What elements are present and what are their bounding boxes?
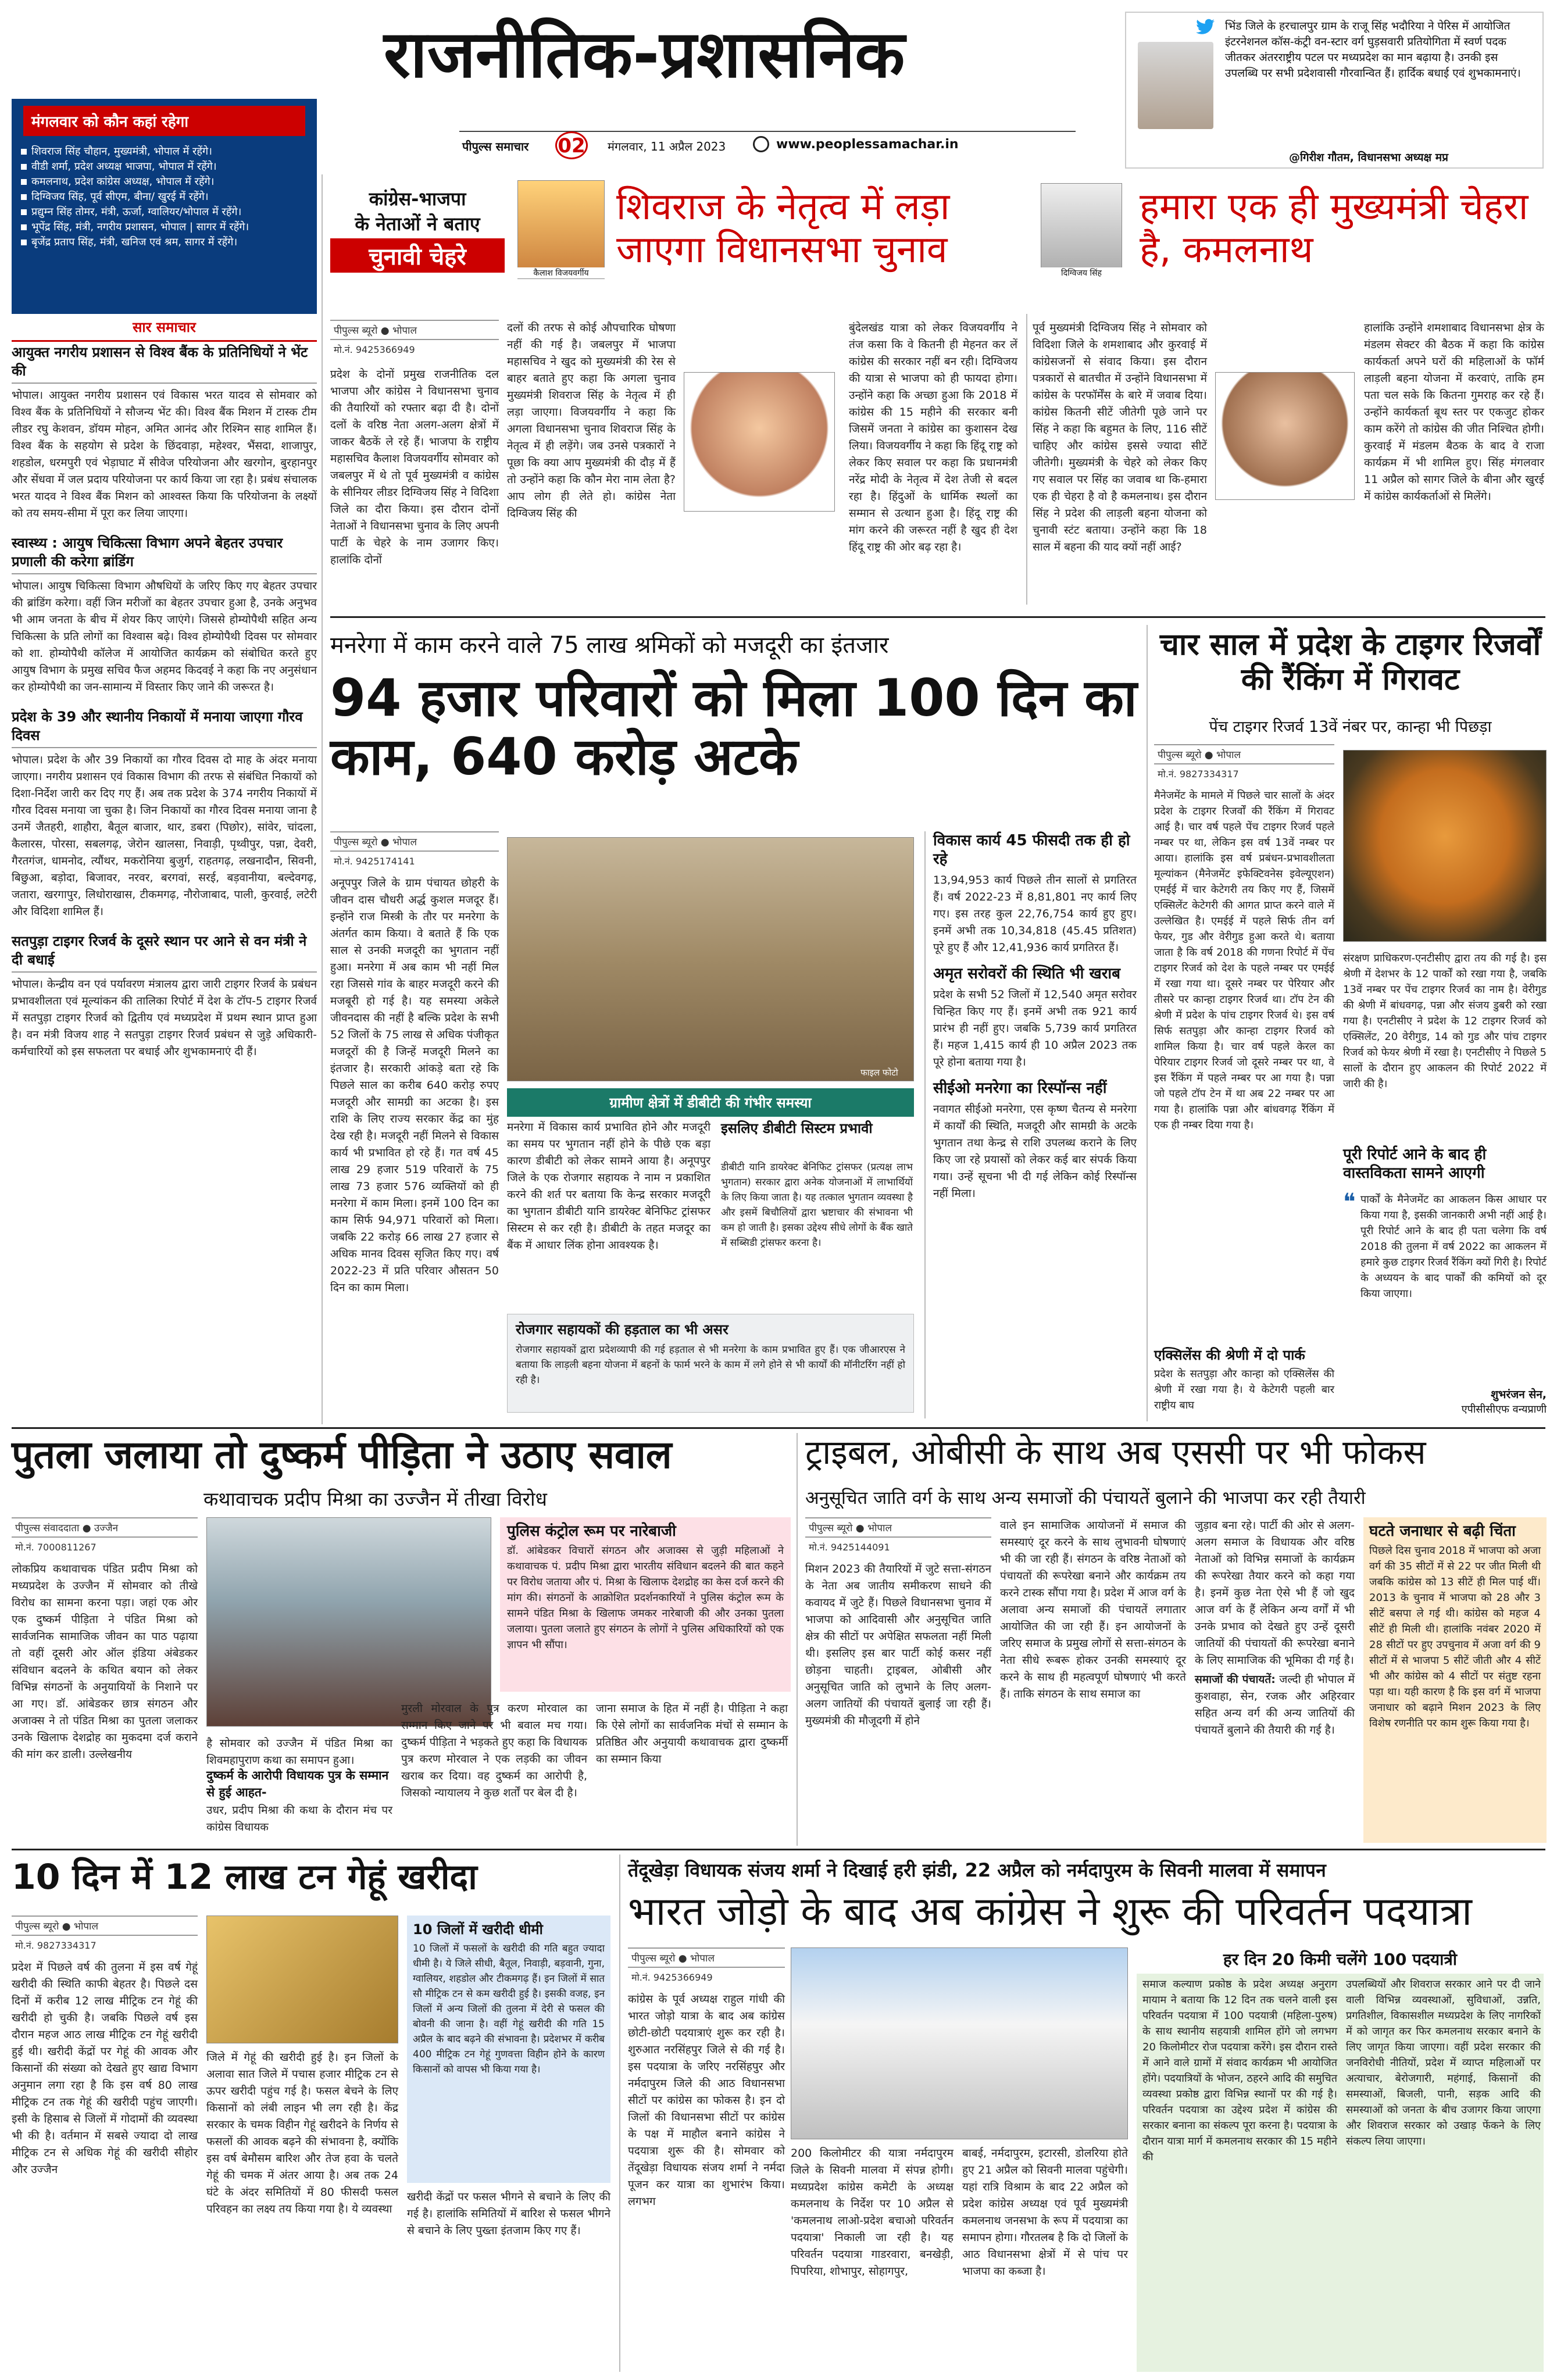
- article-column: मिशन 2023 की तैयारियों में जुटे सत्ता-संगठन के नेता अब जातीय समीकरण साधने की कवायद में जुटे हैं। पिछले विधानसभा चुनाव में भाजपा को आदिवासी और अनुसूचित जाति क्षेत्र की सीटों पर अपेक्षित सफलता नहीं मिली थी। इसलिए इस बार पार्टी कोई कसर नहीं छोड़ना चाहती। ट्राइबल, ओबीसी और अनुसूचित जाति को लुभाने के लिए अलग-अलग जातियों की पंचायतें बुलाई जा रही हैं। मुख्यमंत्री की मौजूदगी में होने: [805, 1563, 991, 1727]
- byline: [12, 1916, 198, 1936]
- article-column: वाले इन सामाजिक आयोजनों में समाज की समस्याएं दूर करने के साथ लुभावनी घोषणाएं भी की जा रही हैं। संगठन के वरिष्ठ नेताओं को पंचायतों की रूपरेखा बनाने और कार्यक्रम तय करने टास्क सौंपा गया है। प्रदेश में आज वर्ग के अलावा अन्य समाजों की पंचायतें लगातार आयोजित की जा रही हैं। इन आयोजनों के जरिए समाज के प्रमुख लोगों से सत्ता-संगठन के नेता सीधे रूबरू होकर उनकी समस्याएं दूर करने के साथ ही महत्वपूर्ण घोषणाएं भी करते हैं। ताकि संगठन के साथ समाज का: [1000, 1519, 1186, 1700]
- quote-icon: ❝: [1343, 1189, 1356, 1216]
- schedule-box: [12, 99, 317, 314]
- quote-role: एपीसीसीएफ वन्यप्राणी: [1461, 1403, 1547, 1416]
- side-text: 10 जिलों में फसलों के खरीदी की गति बहुत ज्यादा धीमी है। ये जिले सीधी, बैतूल, निवाड़ी, बड़वानी, गुना, ग्वालियर, शहडोल और टीकमगढ़ हैं। इन जिलों में सात सौ मीट्रिक टन से कम खरीदी हुई है। इसकी वजह, इन जिलों में अन्य जिलों की तुलना में देरी से फसल की बोवनी की जाना है। वहीं गेहूं खरीदी की गति 15 अप्रैल के बाद बढ़ने की संभावना है। प्रदेशभर में करीब 400 मीट्रिक टन गेहूं गुणवत्ता विहीन होने के कारण किसानों को वापस भी किया गया है।: [413, 1943, 605, 2075]
- headline-kamalnath: हमारा एक ही मुख्यमंत्री चेहरा है, कमलनाथ: [1140, 185, 1529, 271]
- page-number: 02: [555, 131, 588, 159]
- photo-shivraj: [684, 372, 835, 512]
- tribal-subhead: अनुसूचित जाति वर्ग के साथ अन्य समाजों की पंचायतें बुलाने की भाजपा कर रही तैयारी: [805, 1488, 1366, 1509]
- article-column: [1195, 1517, 1355, 1739]
- tweet-text: भिंड जिले के हरचालपुर ग्राम के राजू सिंह भदौरिया ने पेरिस में आयोजित इंटरनेशनल कॉस-कंट्री वन-स्टार वर्ग घुड़सवारी प्रतियोगिता में स्वर्ण पदक जीतकर अंतरराष्ट्रीय पटल पर मध्यप्रदेश का मान बढ़ाया है। उनकी इस उपलब्धि पर सभी प्रदेशवासी गौरवान्वित हैं। हार्दिक बधाई एवं शुभकामनाएं।: [1225, 20, 1521, 80]
- photo-kamalnath: [1215, 372, 1355, 500]
- putla-subheading: दुष्कर्म के आरोपी विधायक पुत्र के सम्मान से हुई आहत-: [206, 1768, 389, 1799]
- headline-shivraj: शिवराज के नेतृत्व में लड़ा जाएगा विधानसभा चुनाव: [616, 185, 950, 271]
- mnrega-headline: 94 हजार परिवारों को मिला 100 दिन का काम, 640 करोड़ अटके: [330, 668, 1137, 787]
- byline: [628, 1947, 785, 1968]
- schedule-title: मंगलवार को कौन कहां रहेगा: [23, 106, 305, 136]
- excel-text: प्रदेश के सतपुड़ा और कान्हा को एक्सिलेंस की श्रेणी में रखा गया है। ये केटेगरी पहली बार राष्ट्रीय बाघ: [1154, 1368, 1334, 1411]
- byline-text: पीपुल्स ब्यूरो ● भोपाल: [334, 837, 417, 848]
- article-column: जाना समाज के हित में नहीं है। पीड़िता ने कहा कि ऐसे लोगों का सार्वजनिक मंचों से सम्मान के प्रतिष्ठित और अनुयायी कथावाचक द्वारा दुष्कर्मी का सम्मान किया: [596, 1702, 788, 1766]
- side-heading: हर दिन 20 किमी चलेंगे 100 पदयात्री: [1223, 1950, 1458, 1969]
- brief-heading: आयुक्त नगरीय प्रशासन से विश्व बैंक के प्रतिनिधियों ने भेंट की: [12, 343, 317, 384]
- photo-caption: फाइल फोटो: [860, 1067, 898, 1078]
- strike-text: रोजगार सहायकों द्वारा प्रदेशव्यापी की गई हड़ताल से भी मनरेगा के काम प्रभावित हुए हैं। एक जीआरएस ने बताया कि लाड़ली बहना योजना में बहनों के फार्म भरने के काम में लगे होने से भी कार्यों की मॉनीटरिंग नहीं हो रही है।: [516, 1344, 905, 1386]
- article-column: मुरली मोरवाल के पुत्र करण मोरवाल का सम्मान किए जाने पर भी बवाल मच गया। दुष्कर्म पीड़िता ने भड़कते हुए कहा कि विधायक पुत्र करण मोरवाल ने एक लड़की का जीवन खराब कर दिया। वह दुष्कर्म का आरोपी है, जिसको न्यायालय ने कुछ शर्तों पर बेल दी है।: [401, 1702, 587, 1799]
- byline: [12, 1517, 198, 1538]
- mobile-number: मो.नं. 9425366949: [334, 344, 415, 355]
- photo-protest: [206, 1517, 491, 1727]
- congress-kicker: तेंदूखेड़ा विधायक संजय शर्मा ने दिखाई हरी झंडी, 22 अप्रैल को नर्मदापुरम के सिवनी मालवा में समापन: [628, 1859, 1326, 1881]
- mobile-number: मो.नं. 9425366949: [631, 1972, 713, 1983]
- byline: [330, 831, 499, 852]
- article-column: अनूपपुर जिले के ग्राम पंचायत छोहरी के जीवन दास चौधरी अर्द्ध कुशल मजदूर हैं। इन्होंने राज मिस्त्री के तौर पर मनरेगा के अंतर्गत काम किया। वे बताते हैं कि एक साल से उनकी मजदूरी का भुगतान नहीं हुआ। मनरेगा में अब काम भी नहीं मिल रहा जिससे गांव के बाहर मजदूरी करने की मजबूरी हो गई है। यह समस्या अकेले जीवनदास की नहीं है बल्कि प्रदेश के सभी 52 जिलों के 75 लाख से अधिक पंजीकृत मजदूरों की है जिन्हें मजदूरी मिलने का इंतजार है। सरकारी आंकड़े बता रहे कि पिछले साल का करीब 640 करोड़ रुपए मजदूरी और सामग्री का अटका है। इस राशि के लिए राज्य सरकार केंद्र का मुंह देख रही है। मजदूरी नहीं मिलने से विकास कार्य भी प्रभावित हो रहे हैं। गत वर्ष 45 लाख 29 हजार 519 परिवारों के 75 लाख 73 हजार 576 व्यक्तियों को ही मनरेगा में काम मिला। इनमें 100 दिन का काम सिर्फ 94,971 परिवारों को मिला। जबकि 22 करोड़ 66 लाख 27 हजार से अधिक मानव दिवस सृजित किए गए। वर्ष 2022-23 में प्रति परिवार औसतन 50 दिन का काम मिला।: [330, 877, 499, 1294]
- panchayat-text: जल्दी ही भोपाल में कुशवाहा, सेन, रजक और अहिरवार सहित अन्य वर्ग की अन्य जातियों की पंचायतें बुलाने की तैयारी की गई है।: [1195, 1673, 1355, 1736]
- excel-heading: एक्सिलेंस की श्रेणी में दो पार्क: [1154, 1347, 1305, 1363]
- byline-text: पीपुल्स ब्यूरो ● भोपाल: [15, 1921, 98, 1932]
- schedule-item: शिवराज सिंह चौहान, मुख्यमंत्री, भोपाल में रहेंगे।: [17, 144, 311, 159]
- photo-kailash: [517, 180, 605, 279]
- kicker-line: चुनावी चेहरे: [330, 238, 505, 273]
- dbt-text: डीबीटी यानि डायरेक्ट बेनिफिट ट्रांसफर (प्रत्यक्ष लाभ भुगतान) सरकार द्वारा अनेक योजनाओं में लाभार्थियों के लिए किया जाता है। यह तत्काल भुगतान व्यवस्था है और इसमें बिचौलियों द्वारा भ्रष्टाचार की संभावना भी कम हो जाती है। इसका उद्देश्य सीधे लोगों के बैंक खाते में सब्सिडी ट्रांसफर करना है।: [721, 1162, 913, 1249]
- panchayat-heading: समाजों की पंचायतें:: [1195, 1673, 1276, 1686]
- side-text: पिछले दिस चुनाव 2018 में भाजपा को अजा वर्ग की 35 सीटों में से 22 पर जीत मिली थी जबकि कांग्रेस को 13 सीटें ही मिल पाई थीं। 2013 के चुनाव में भाजपा को 28 और 3 सीटें बसपा ले गई थी। कांग्रेस को महज 4 सीटें ही मिली थी। हालांकि नवंबर 2020 में 28 सीटों पर हुए उपचुनाव में अजा वर्ग की 9 सीटों में से भाजपा 5 सीटें जीती और 4 सीटें भी और कांग्रेस को 4 सीटों पर संतुष्ट रहना पड़ा था। यही कारण है कि इस वर्ग में भाजपा जनाधार को बढ़ाने मिशन 2023 के लिए विशेष रणनीति पर काम शुरू किया गया है।: [1369, 1545, 1541, 1729]
- side-column: उपलब्धियों और शिवराज सरकार आने पर दी जाने वाली विभिन्न व्यवस्थाओं, सुविधाओं, उन्नति, प्रगतिशील, विकासशील मध्यप्रदेश के लिए नागरिकों में को जागृत कर फिर कमलनाथ सरकार बनाने के लिए जागृत किया जाएगा। वहीं प्रदेश सरकार की जनविरोधी नीतियों, प्रदेश में व्याप्त महिलाओं पर अत्याचार, बेरोजगारी, महंगाई, किसानों की समस्याओं, बिजली, पानी, सड़क आदि की समस्याओं को जनता के बीच उजागर किया जाएगा और शिवराज सरकार को उखाड़ फेंकने के लिए संकल्प लिया जाएगा।: [1346, 1978, 1541, 2147]
- article-column: मैनेजमेंट के मामले में पिछले चार सालों के अंदर प्रदेश के टाइगर रिजर्वों की रैंकिंग में गिरावट आई है। चार वर्ष पहले पेंच टाइगर रिजर्व पहले नम्बर पर था, लेकिन इस वर्ष 13वें नम्बर पर आया। हालांकि इस वर्ष प्रबंधन-प्रभावशीलता मूल्यांकन (मैनेजमेंट इफेक्टिवनेस इवेल्यूएशन) एमईई में चार केटेगरी तय किए गए हैं, जिसमें एक्सिलेंट केटेगरी की आगत प्राप्त करने वाले में उल्लेखित है। एमईई में पहले सिर्फ तीन वर्ग फेयर, गुड और वेरीगुड हुआ करते थे। बताया जाता है कि वर्ष 2018 की गणना रिपोर्ट में पेंच टाइगर रिजर्व को देश के पहले नम्बर पर एमईई में रखा गया था। दूसरे नम्बर पर पेरियार और तीसरे पर कान्हा टाइगर रिजर्व था। टॉप टेन की श्रेणी में प्रदेश के पांच टाइगर रिजर्व थे। इस वर्ष सिर्फ सतपुड़ा और कान्हा टाइगर रिजर्व को शामिल किया है। चार वर्ष पहले केरल का पेरियार टाइगर रिजर्व जो दूसरे नम्बर पर था, वे इस रैंकिंग में पहले नम्बर पर आ गया है। पन्ना जो पहले टॉप टेन में था अब 22 नम्बर पर आ गया है। हालांकि पन्ना और बांधवगढ़ रैंकिंग में एक ही नम्बर दिया गया है।: [1154, 789, 1334, 1131]
- schedule-item: प्रद्युम्न सिंह तोमर, मंत्री, ऊर्जा, ग्वालियर/भोपाल में रहेंगे।: [17, 205, 311, 220]
- side-heading: अमृत सरोवरों की स्थिति भी खराब: [933, 965, 1120, 982]
- brief-heading: प्रदेश के 39 और स्थानीय निकायों में मनाया जाएगा गौरव दिवस: [12, 707, 317, 748]
- article-column: पूर्व मुख्यमंत्री दिग्विजय सिंह ने सोमवार को विदिशा जिले के शमशाबाद और कुरवाई में कांग्रेसजनों से संवाद किया। इस दौरान पत्रकारों से बातचीत में उन्होंने विधानसभा में कांग्रेस के परफॉर्मेंस के बारे में जवाब दिया। कांग्रेस कितनी सीटें जीतेगी पूछे जाने पर सिंह ने कहा कि बहुमत के लिए, 116 सीटें चाहिए और कांग्रेस इससे ज्यादा सीटें जीतेगी। मुख्यमंत्री के चेहरे को लेकर किए गए सवाल पर सिंह का जवाब था कि-हमारा एक ही चेहरा है वो है कमलनाथ। इस दौरान सिंह ने प्रदेश की लाड़ली बहना योजना को चुनावी स्टंट बताया। उन्होंने कहा कि 18 साल में बहना की याद क्यों नहीं आई?: [1033, 321, 1207, 553]
- side-heading: 10 जिलों में खरीदी धीमी: [413, 1921, 543, 1938]
- tweet-author: @गिरीश गौतम, विधानसभा अध्यक्ष मप्र: [1289, 151, 1448, 164]
- schedule-item: वीडी शर्मा, प्रदेश अध्यक्ष भाजपा, भोपाल में रहेंगे।: [17, 159, 311, 174]
- mnrega-sidebar: [933, 831, 1137, 1202]
- masthead: [326, 12, 1116, 158]
- photo-yatra: [791, 1947, 1128, 2139]
- side-heading: सीईओ मनरेगा का रिस्पॉन्स नहीं: [933, 1080, 1107, 1097]
- election-kicker: [330, 186, 505, 273]
- schedule-item: दिग्विजय सिंह, पूर्व सीएम, बीना/ खुरई में रहेंगे।: [17, 190, 311, 205]
- brief-heading: स्वास्थ्य : आयुष चिकित्सा विभाग अपने बेहतर उपचार प्रणाली की करेगा ब्रांडिंग: [12, 534, 317, 574]
- teal-caption: ग्रामीण क्षेत्रों में डीबीटी की गंभीर समस्या: [507, 1088, 914, 1117]
- article-column: खरीदी केंद्रों पर फसल भीगने से बचाने के लिए की गई है। हालांकि समितियों में बारिश से फसल भीगने से बचाने के लिए पुख्ता इंतजाम किए गए हैं।: [407, 2190, 610, 2237]
- schedule-item: भूपेंद्र सिंह, मंत्री, नगरीय प्रशासन, भोपाल | सागर में रहेंगे।: [17, 220, 311, 235]
- schedule-item: कमलनाथ, प्रदेश कांग्रेस अध्यक्ष, भोपाल में रहेंगे।: [17, 174, 311, 190]
- putla-headline: पुतला जलाया तो दुष्कर्म पीड़िता ने उठाए सवाल: [12, 1432, 672, 1477]
- saar-column: [12, 343, 317, 1060]
- mobile-number: मो.नं. 9425144091: [809, 1542, 890, 1553]
- kicker-line: के नेताओं ने बताए: [355, 213, 480, 235]
- brief-text: भोपाल। आयुक्त नगरीय प्रशासन एवं विकास भरत यादव से सोमवार को विश्व बैंक के प्रतिनिधियों ने सौजन्य भेंट की। विश्व बैंक मिशन में टास्क टीम लीडर रघु केशवन, डॉयम मोहन, अमित आनंद और रिश्मिन साह शामिल हैं। विश्व बैंक के सहयोग से प्रदेश के छिंदवाड़ा, महेश्वर, भैंसदा, शाजापुर, शहडोल, धरमपुरी एवं भेड़ाघाट में सीवेज परियोजना और खरगोन, बुरहानपुर और सेंधवा में जल प्रदाय परियोजना पर कार्य किया जा रहा है। प्रबंध संचालक भरत यादव ने विश्व बैंक मिशन को आश्वस्त किया कि परियोजना के लक्ष्यों को तय समय-सीमा में पूरा कर लिया जाएगा।: [12, 389, 317, 520]
- schedule-item: बृजेंद्र प्रताप सिंह, मंत्री, खनिज एवं श्रम, सागर में रहेंगे।: [17, 235, 311, 250]
- report-heading: पूरी रिपोर्ट आने के बाद ही वास्तविकता सामने आएगी: [1343, 1146, 1487, 1182]
- photo-caption: कैलाश विजयवर्गीय: [517, 267, 605, 278]
- side-heading: घटते जनाधार से बढ़ी चिंता: [1369, 1523, 1516, 1540]
- article-column: लोकप्रिय कथावाचक पंडित प्रदीप मिश्रा को मध्यप्रदेश के उज्जैन में सोमवार को तीखे विरोध का सामना करना पड़ा। जहां एक ओर एक दुष्कर्म पीड़िता ने पंडित मिश्रा को सार्वजनिक सामाजिक जीवन का पाठ पढ़ाया तो वहीं दूसरी ओर ऑल इंडिया अंबेडकर संविधान बदलने के कथित बयान को लेकर विभिन्न संगठनों के अनुयायियों के निशाने पर आ गए। डॉ. आंबेडकर छात्र संगठन और अजाक्स ने तो पंडित मिश्रा का पुतला जलाकर उनके खिलाफ देशद्रोह का मुकदमा दर्ज कराने की मांग कर डाली। उल्लेखनीय: [12, 1563, 198, 1761]
- putla-subhead: कथावाचक प्रदीप मिश्रा का उज्जैन में तीखा विरोध: [203, 1488, 547, 1510]
- mnrega-kicker: मनरेगा में काम करने वाले 75 लाख श्रमिकों को मजदूरी का इंतजार: [330, 632, 889, 659]
- byline: [805, 1517, 991, 1538]
- article-column: संरक्षण प्राधिकरण-एनटीसीए द्वारा तय की गई है। इस श्रेणी में देशभर के 12 पार्कों को रखा गया है, जबकि 13वें नम्बर पर पेंच टाइगर रिजर्व का नाम है। वेरीगुड की श्रेणी में बांधवगढ़, पन्ना और संजय डुबरी को रखा गया है। एनटीसीए ने प्रदेश के 12 टाइगर रिजर्व को एक्सिलेंट, 20 वेरीगुड, 14 को गुड और पांच टाइगर रिजर्व को फेयर श्रेणी में रखा है। एनटीसीए ने पिछले 5 सालों के दौरान हुए आकलन की रिपोर्ट 2022 में जारी की है।: [1343, 952, 1547, 1090]
- article-column: कांग्रेस के पूर्व अध्यक्ष राहुल गांधी की भारत जोड़ो यात्रा के बाद अब कांग्रेस छोटी-छोटी पदयात्राएं शुरू कर रही है। शुरुआत नरसिंहपुर जिले से की गई है। इस पदयात्रा के जरिए नरसिंहपुर और नर्मदापुरम जिले की आठ विधानसभा सीटों पर कांग्रेस का फोकस है। इन दो जिलों की विधानसभा सीटों पर कांग्रेस के पक्ष में माहौल बनाने कांग्रेस ने पदयात्रा शुरू की है। सोमवार को तेंदूखेड़ा विधायक संजय शर्मा ने नर्मदा पूजन कर यात्रा का शुभारंभ किया। लगभग: [628, 1993, 785, 2208]
- globe-icon: [753, 136, 769, 152]
- byline-text: पीपुल्स संवाददाता ● उज्जैन: [15, 1523, 119, 1534]
- mobile-number: मो.नं. 9425174141: [334, 856, 415, 867]
- byline: [330, 320, 499, 340]
- photo-wheat: [206, 1916, 398, 2043]
- tweet-portrait: [1138, 42, 1213, 129]
- side-text: 13,94,953 कार्य पिछले तीन सालों से प्रगतिरत हैं। वर्ष 2022-23 में 8,81,801 नए कार्य लिए गए। इस तरह कुल 22,76,754 कार्य हुए हुए। इनमें अभी तक 10,34,818 (45.45 प्रतिशत) पूरे हुए हैं और 12,41,936 कार्य प्रगतिरत हैं।: [933, 874, 1137, 954]
- saar-label: सार समाचार: [12, 314, 317, 342]
- side-column: समाज कल्याण प्रकोष्ठ के प्रदेश अध्यक्ष अनुराग मायाम ने बताया कि 12 दिन तक चलने वाली इस परिवर्तन पदयात्रा में 100 पदयात्री (महिला-पुरुष) के साथ स्थानीय सहयात्री शामिल होंगे जो लगभग 20 किलोमीटर रोज पदयात्रा करेंगे। इस दौरान रास्ते में आने वाले ग्रामों में संवाद कार्यक्रम भी आयोजित होंगे। पदयात्रियों के भोजन, ठहरने आदि की समुचित व्यवस्था प्रकोष्ठ द्वारा विभिन्न स्थानों पर की गई है। परिवर्तन पदयात्रा का उद्देश्य प्रदेश में कांग्रेस की सरकार बनाना का संकल्प पूरा करना है। पदयात्रा के दौरान यात्रा मार्ग में कमलनाथ सरकार की 15 महीने की: [1142, 1978, 1337, 2163]
- photo-digvijay: [1041, 183, 1122, 276]
- wheat-sidebar: [407, 1916, 610, 2183]
- tribal-headline: ट्राइबल, ओबीसी के साथ अब एससी पर भी फोकस: [805, 1432, 1426, 1472]
- pink-text: डॉ. आंबेडकर विचारों संगठन और अजाक्स से जुड़ी महिलाओं ने कथावाचक पं. प्रदीप मिश्रा द्वारा भारतीय संविधान बदलने की बात कहने पर विरोध जताया और पं. मिश्रा के खिलाफ देशद्रोह का केस दर्ज करने की मांग की। संगठनों के आक्रोशित प्रदर्शनकारियों ने पुलिस कंट्रोल रूम के सामने पंडित मिश्रा के खिलाफ जमकर नारेबाजी की और उनका पुतला जलाया। पुतला जलाते हुए संगठन के लोगों ने पुलिस अधिकारियों को एक ज्ञापन भी सौंपा।: [507, 1545, 784, 1651]
- article-column: बुंदेलखंड यात्रा को लेकर विजयवर्गीय ने तंज कसा कि वे कितनी ही मेहनत कर लें कांग्रेस की सरकार नहीं बन रही। दिग्विजय की यात्रा से भाजपा को ही फायदा होगा। उन्होंने कहा कि अच्छा हुआ कि 2018 में कांग्रेस की 15 महीने की सरकार बनी जिसमें जनता ने कांग्रेस का कुशासन देख लिया। विजयवर्गीय ने कहा कि हिंदू राष्ट्र को लेकर किए सवाल पर कहा कि प्रधानमंत्री नरेंद्र मोदी के नेतृत्व में देश तेजी से बदल रहा है। हिंदुओं के धार्मिक स्थलों का सम्मान से उत्थान हुआ है। हिंदू राष्ट्र की मांग करने की जरूरत नहीं है खुद ही देश हिंदू राष्ट्र की ओर बढ़ रहा है।: [849, 321, 1017, 553]
- article-column: जिले में गेहूं की खरीदी हुई है। इन जिलों के अलावा सात जिले में पचास हजार मीट्रिक टन से ऊपर खरीदी पहुंच गई है। फसल बेचने के लिए किसानों को लंबी लाइन भी लग रही है। केंद्र सरकार के चमक विहीन गेहूं खरीदने के निर्णय से फसलों की आवक बढ़ने की संभावना है, क्योंकि इस वर्ष बेमौसम बारिश और तेज हवा के चलते गेहूं की चमक में अंतर आया है। अब तक 24 घंटे के अंदर समितियों में 80 फीसदी फसल परिवहन का लक्ष्य तय किया गया है। ये व्यवस्था: [206, 2051, 398, 2215]
- photo-caption: दिग्विजय सिंह: [1041, 267, 1122, 278]
- article-column: दलों की तरफ से कोई औपचारिक घोषणा नहीं की गई है। जबलपुर में भाजपा महासचिव ने खुद को मुख्यमंत्री की रेस से बाहर बताते हुए कहा कि अगला चुनाव मुख्यमंत्री शिवराज सिंह के नेतृत्व में ही लड़ा जाएगा। विजयवर्गीय ने कहा कि अगला विधानसभा चुनाव शिवराज सिंह के नेतृत्व में ही लड़ेंगे। जब उनसे पत्रकारों ने पूछा कि क्या आप मुख्यमंत्री की दौड़ में हैं तो उन्होंने कहा कि कौन मेरा नाम लेता है? आप लोग ही लेते हो। कांग्रेस नेता दिग्विजय सिंह की: [507, 321, 676, 520]
- brief-text: भोपाल। केन्द्रीय वन एवं पर्यावरण मंत्रालय द्वारा जारी टाइगर रिजर्व के प्रबंधन प्रभावशीलता एवं मूल्यांकन की तालिका रिपोर्ट में देश के टॉप-5 टाइगर रिजर्व में सतपुड़ा टाइगर रिजर्व को द्वितीय एवं मध्यप्रदेश में प्रथम स्थान प्राप्त हुआ है। वन मंत्री विजय शाह ने सतपुड़ा टाइगर रिजर्व प्रबंधन से जुड़े अधिकारी-कर्मचारियों को इस सफलता पर बधाई और शुभकामनाएं दी हैं।: [12, 978, 317, 1058]
- mobile-number: मो.नं. 9827334317: [1158, 769, 1239, 780]
- brief-text: भोपाल। प्रदेश के और 39 निकायों का गौरव दिवस दो माह के अंदर मनाया जाएगा। नगरीय प्रशासन एवं विकास विभाग की तरफ से संबंधित निकायों को दिशा-निर्देश जारी कर दिए गए हैं। अब तक प्रदेश के 374 नगरीय निकायों में गौरव दिवस मनाया जा चुका है। जिन निकायों का गौरव दिवस मनाया जाना है उनमें जैतहरी, शाहौरा, बैतूल बाजार, थार, डबरा (पिछोर), सांवेर, चांदला, कैलारस, पोरसा, सबलगढ़, जेरोन खालसा, निवाड़ी, पृथ्वीपुर, पन्ना, देवरी, गैरतगंज, धामनोद, त्यौंथर, मकरोनिया बुजुर्ग, राहतगढ़, लखनादौन, सिवनी, बिछुआ, बड़ोदा, बिजावर, नरवर, बरगवां, सरई, बड़वानीया, बल्देवगढ़, जतारा, खरगापुर, लिधोराखास, टीकमगढ़, नौरोजाबाद, पाली, कुरवाई, लटेरी और विदिशा शामिल हैं।: [12, 753, 317, 918]
- article-column: प्रदेश में पिछले वर्ष की तुलना में इस वर्ष गेहूं खरीदी की स्थिति काफी बेहतर है। पिछले दस दिनों में करीब 12 लाख मीट्रिक टन गेहूं की खरीदी हो चुकी है। जबकि पिछले वर्ष इस दौरान महज आठ लाख मीट्रिक टन गेहूं खरीदी हुई थी। खरीदी केंद्रों पर गेहूं की आवक और किसानों की संख्या को देखते हुए खाद्य विभाग अनुमान लगा रहा है कि इस वर्ष 80 लाख मीट्रिक टन तक गेहूं की खरीदी पहुंच जाएगी। इसी के हिसाब से जिलों में गोदामों की व्यवस्था भी की है। वर्तमान में सबसे ज्यादा दो लाख मीट्रिक टन से अधिक गेहूं की खरीदी सीहोर और उज्जैन: [12, 1961, 198, 2176]
- side-text: प्रदेश के सभी 52 जिलों में 12,540 अमृत सरोवर चिन्हित किए गए हैं। इनमें अभी तक 921 कार्य प्रारंभ ही नहीं हुए। जबकि 5,739 कार्य प्रगतिरत हैं। महज 1,415 कार्य ही 10 अप्रैल 2023 तक पूरे होना बताया गया है।: [933, 988, 1137, 1069]
- date: मंगलवार, 11 अप्रैल 2023: [608, 140, 726, 153]
- panchayat-para: [1195, 1671, 1355, 1739]
- mobile-number: मो.नं. 9827334317: [15, 1940, 97, 1951]
- paper-name: पीपुल्स समाचार: [462, 140, 529, 153]
- kicker-line: कांग्रेस-भाजपा: [369, 188, 466, 210]
- byline-text: पीपुल्स ब्यूरो ● भोपाल: [631, 1953, 715, 1964]
- dbt-heading: इसलिए डीबीटी सिस्टम प्रभावी: [721, 1120, 873, 1137]
- quote-text: पार्कों के मैनेजमेंट का आकलन किस आधार पर किया गया है, इसकी जानकारी अभी नहीं आई है। पूरी रिपोर्ट आने के बाद ही पता चलेगा कि वर्ष 2018 की तुलना में वर्ष 2022 का आकलन में हमारे कुछ टाइगर रिजर्व रैंकिंग क्यों गिरी है। रिपोर्ट के अध्ययन के बाद पार्कों की कमियों को दूर किया जाएगा।: [1360, 1193, 1547, 1300]
- strike-heading: रोजगार सहायकों की हड़ताल का भी असर: [516, 1321, 728, 1338]
- quote-author: शुभरंजन सेन,: [1491, 1388, 1547, 1401]
- photo-mnrega: [507, 837, 914, 1081]
- pink-heading: पुलिस कंट्रोल रूम पर नारेबाजी: [507, 1523, 676, 1540]
- website-link[interactable]: www.peoplessamachar.in: [776, 137, 959, 152]
- tribal-sidebar: [1363, 1517, 1547, 1843]
- article-column: उधर, प्रदीप मिश्रा की कथा के दौरान मंच पर कांग्रेस विधायक: [206, 1804, 392, 1834]
- article-column: हालांकि उन्होंने शमशाबाद विधानसभा क्षेत्र के मंडलम सेक्टर की बैठक में कहा कि कांग्रेस कार्यकर्ता अपने घरों की महिलाओं के फॉर्म लाड़ली बहना योजना में करवाएं, ताकि हम पता चल सके कि कितना गुमराह कर रहे हैं। उन्होंने कार्यकर्ता बूथ स्तर पर एकजुट होकर काम करेंगे तो कांग्रेस की जीत निश्चित होगी। कुरवाई में मंडलम बैठक के बाद वे राजा कार्यक्रम में भी शामिल हुए। सिंह मंगलवार 11 अप्रैल को सागर जिले के बीना और खुरई में कांग्रेस कार्यकर्ताओं से मिलेंगे।: [1364, 321, 1544, 503]
- bird-icon: [1196, 19, 1216, 35]
- mobile-number: मो.नं. 7000811267: [15, 1542, 97, 1553]
- side-heading: विकास कार्य 45 फीसदी तक ही हो रहे: [933, 832, 1130, 868]
- article-column: मनरेगा में विकास कार्य प्रभावित होने और मजदूरी का समय पर भुगतान नहीं होने के पीछे एक बड़ा कारण डीबीटी को लेकर सामने आया है। अनूपपुर जिले के एक रोजगार सहायक ने नाम न प्रकाशित करने की शर्त पर बताया कि केन्द्र सरकार मजदूरी का भुगतान डीबीटी यानि डायरेक्ट बेनिफिट ट्रांसफर सिस्टम से कर रही है। डीबीटी के तहत मजदूर का बैंक में आधार लिंक होना आवश्यक है।: [507, 1121, 710, 1252]
- byline-text: पीपुल्स ब्यूरो ● भोपाल: [809, 1523, 892, 1534]
- tweet-box: [1125, 12, 1544, 169]
- brief-text: भोपाल। आयुष चिकित्सा विभाग औषधियों के जरिए किए गए बेहतर उपचार की ब्रांडिंग करेगा। वहीं जिन मरीजों का बेहतर उपचार हुआ है, उनके अनुभव भी आम जनता के बीच में शेयर किए जाएंगे। जिससे होम्योपैथी सहित अन्य चिकित्सा के प्रति लोगों का विश्वास बढ़े। विश्व होम्योपैथी दिवस पर सोमवार को शा. होम्योपैथी कॉलेज में आयोजित कार्यक्रम को संबोधित करते हुए आयुष विभाग के प्रमुख सचिव फैज अहमद किदवई ने कहा कि नए अनुसंधान कर होम्योपैथी का जन-सामान्य में विस्तार किए जाने की जरूरत है।: [12, 580, 317, 694]
- wheat-headline: 10 दिन में 12 लाख टन गेहूं खरीदा: [12, 1857, 477, 1897]
- byline-text: पीपुल्स ब्यूरो ● भोपाल: [334, 325, 417, 337]
- brief-heading: सतपुड़ा टाइगर रिजर्व के दूसरे स्थान पर आने से वन मंत्री ने दी बधाई: [12, 932, 317, 973]
- byline: [1154, 744, 1334, 764]
- congress-headline: भारत जोड़ो के बाद अब कांग्रेस ने शुरू की परिवर्तन पदयात्रा: [628, 1889, 1472, 1935]
- tiger-headline: चार साल में प्रदेश के टाइगर रिजर्वों की रैंकिंग में गिरावट: [1159, 627, 1541, 697]
- article-column: है सोमवार को उज्जैन में पंडित मिश्रा का शिवमहापुराण कथा का समापन हुआ।: [206, 1737, 392, 1767]
- section-title: राजनीतिक-प्रशासनिक: [384, 17, 905, 92]
- tiger-subhead: पेंच टाइगर रिजर्व 13वें नंबर पर, कान्हा भी पिछड़ा: [1209, 718, 1492, 736]
- photo-tiger: [1343, 750, 1547, 942]
- column-text: जुड़ाव बना रहे। पार्टी की ओर से अलग-अलग समाज के विधायक और वरिष्ठ नेताओं को विभिन्न समाजों के कार्यक्रम की रूपरेखा तैयार करने को कहा गया है। इनमें कुछ नेता ऐसे भी हैं जो खुद आज वर्ग के हैं लेकिन अन्य वर्गों में भी उनके प्रभाव को देखते हुए उन्हें दूसरी जातियों की पंचायतों की रूपरेखा बनाने के लिए सामाजिक की भूमिका दी गई है।: [1195, 1519, 1355, 1667]
- pink-box: [500, 1517, 791, 1692]
- strike-box: [507, 1314, 914, 1413]
- article-column: प्रदेश के दोनों प्रमुख राजनीतिक दल भाजपा और कांग्रेस ने विधानसभा चुनाव की तैयारियों को रफ्तार बढ़ा दी है। दोनों दलों के वरिष्ठ नेता अलग-अलग क्षेत्रों में जाकर बैठकें ले रहे हैं। भाजपा के राष्ट्रीय महासचिव कैलाश विजयवर्गीय सोमवार को जबलपुर में थे तो पूर्व मुख्यमंत्री व कांग्रेस के सीनियर लीडर दिग्विजय सिंह ने विदिशा जिले का दौरा किया। इस दौरान दोनों नेताओं ने विधानसभा चुनाव के लिए अपनी पार्टी के चेहरे के नाम उजागर किए। हालांकि दोनों: [330, 368, 499, 566]
- article-column: बाबई, नर्मदापुरम, इटारसी, डोलरिया होते हुए 21 अप्रैल को सिवनी मालवा पहुंचेगी। यहां रात्रि विश्राम के बाद 22 अप्रैल को प्रदेश कांग्रेस अध्यक्ष एवं पूर्व मुख्यमंत्री कमलनाथ जनसभा के रूप में पदयात्रा का समापन होगा। गौरतलब है कि दो जिलों के आठ विधानसभा क्षेत्रों में से पांच पर भाजपा का कब्जा है।: [962, 2147, 1128, 2278]
- side-text: नवागत सीईओ मनरेगा, एस कृष्ण चैतन्य से मनरेगा में कार्यों की स्थिति, मजदूरी और सामग्री के अटके भुगतान तथा केन्द्र से राशि उपलब्ध कराने के लिए किए जा रहे प्रयासों को लेकर कई बार संपर्क किया गया। उन्हें सूचना भी दी गई लेकिन कोई रिस्पॉन्स नहीं मिला।: [933, 1103, 1137, 1200]
- article-column: 200 किलोमीटर की यात्रा नर्मदापुरम जिले के सिवनी मालवा में संपन्न होगी। मध्यप्रदेश कांग्रेस कमेटी के अध्यक्ष कमलनाथ के निर्देश पर 10 अप्रैल से 'कमलनाथ लाओ-प्रदेश बचाओ परिवर्तन पदयात्रा' निकाली जा रही है। यह परिवर्तन पदयात्रा गाडरवारा, बनखेड़ी, पिपरिया, शोभापुर, सोहागपुर,: [791, 2147, 954, 2278]
- byline-text: पीपुल्स ब्यूरो ● भोपाल: [1158, 749, 1241, 761]
